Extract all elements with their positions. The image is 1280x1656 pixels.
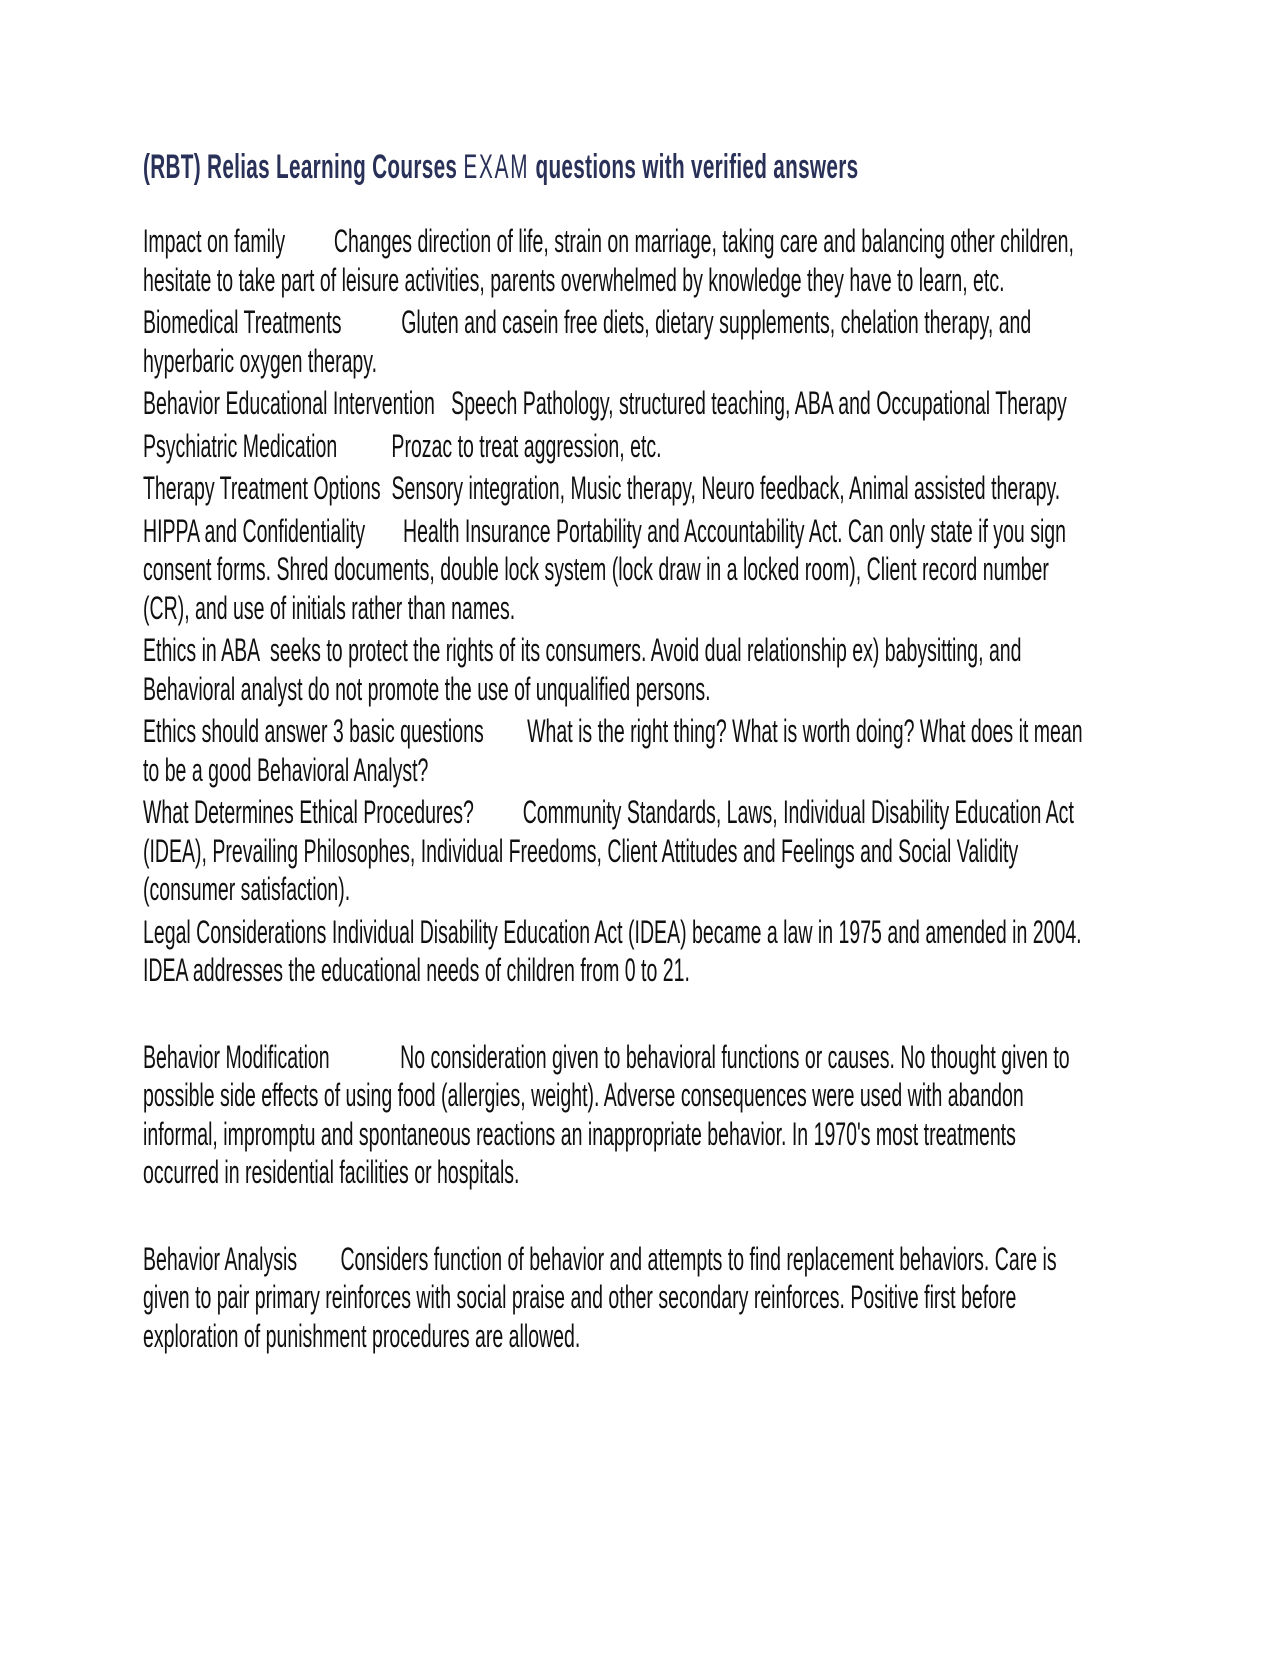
para-psychiatric-medication: Psychiatric Medication Prozac to treat aggression, etc. xyxy=(143,427,662,464)
para-biomedical-treatments: Biomedical Treatments Gluten and casein free diets, dietary supplements, chelation therapy, and hyperbaric oxygen therapy. xyxy=(143,304,1037,379)
para-ethics-in-aba: Ethics in ABA seeks to protect the rights of its consumers. Avoid dual relationship ex) babysitting, and Behavioral analyst do not promote the use of unqualified persons. xyxy=(143,632,1027,707)
para-behavior-analysis: Behavior Analysis Considers function of behavior and attempts to find replacement behaviors. Care is given to pair primary reinforces with social praise and other secondary reinforces. Positive first before exploration of punishment procedures are allowed. xyxy=(143,1240,1063,1354)
document-content xyxy=(143,146,1095,1359)
para-impact-on-family: Impact on family Changes direction of life, strain on marriage, taking care and balancing other children, hesitate to take part of leisure activities, parents overwhelmed by knowledge they have to learn, etc. xyxy=(143,223,1080,298)
para-behavior-modification: Behavior Modification No consideration given to behavioral functions or causes. No thought given to possible side effects of using food (allergies, weight). Adverse consequences were used with abandon informal, impromptu and spontaneous reactions an inappropriate behavior. In 1970's most treatments occurred in residential facilities or hospitals. xyxy=(143,1038,1076,1190)
para-behavior-educational-intervention: Behavior Educational Intervention Speech Pathology, structured teaching, ABA and Occupational Therapy xyxy=(143,385,1067,421)
paragraph-spacer xyxy=(143,994,1095,1038)
paragraph-spacer xyxy=(143,1196,1095,1240)
page-title-part2: questions with verified answers xyxy=(529,148,859,186)
page-title xyxy=(143,146,1095,188)
para-therapy-treatment-options: Therapy Treatment Options Sensory integration, Music therapy, Neuro feedback, Animal assisted therapy. xyxy=(143,470,1061,506)
page-title-exam-highlight: EXAM xyxy=(463,148,530,186)
para-hippa-and-confidentiality: HIPPA and Confidentiality Health Insurance Portability and Accountability Act. Can only state if you sign consent forms. Shred documents, double lock system (lock draw in a locked room), Client record number (CR), and use of initials rather than names. xyxy=(143,512,1072,626)
para-what-determines-ethical-procedures: What Determines Ethical Procedures? Community Standards, Laws, Individual Disability Education Act (IDEA), Prevailing Philosophes, Individual Freedoms, Client Attitudes and Feelings and Social Validity (consumer satisfaction). xyxy=(143,794,1080,907)
para-ethics-3-basic-questions: Ethics should answer 3 basic questions What is the right thing? What is worth doing? What does it mean to be a good Behavioral Analyst? xyxy=(143,713,1089,788)
page-title-part1: (RBT) Relias Learning Courses xyxy=(143,148,464,186)
para-legal-considerations: Legal Considerations Individual Disability Education Act (IDEA) became a law in 1975 and amended in 2004. IDEA addresses the educational needs of children from 0 to 21. xyxy=(143,913,1088,988)
